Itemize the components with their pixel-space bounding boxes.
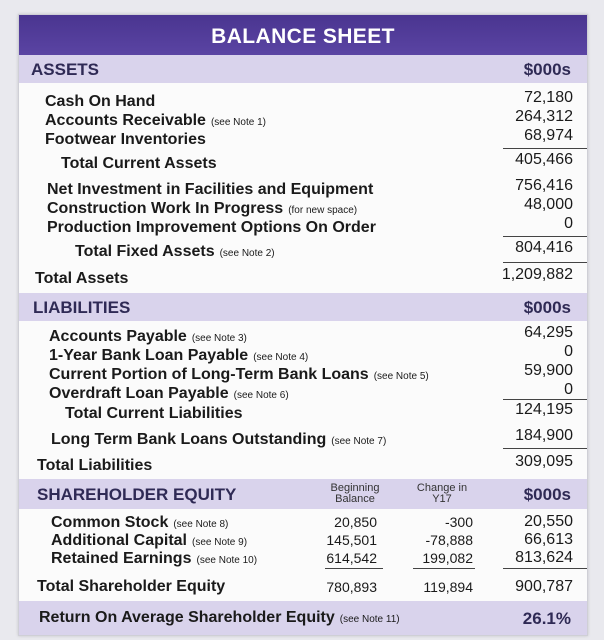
assets-header: [19, 55, 587, 83]
liability-row-label: Accounts Payable (see Note 3): [49, 328, 247, 345]
asset-row-value: 72,180: [524, 89, 573, 106]
asset-row-value: 68,974: [524, 127, 573, 144]
total-equity-beginning: 780,893: [326, 579, 377, 595]
asset-row-value: 756,416: [515, 177, 573, 194]
equity-heading: SHAREHOLDER EQUITY: [37, 485, 237, 504]
equity-row-value: 66,613: [524, 531, 573, 548]
balance-sheet: [18, 14, 588, 636]
total-assets-value: 1,209,882: [501, 266, 573, 283]
liabilities-header: [19, 293, 587, 321]
total-current-liabilities-label: Total Current Liabilities: [65, 405, 243, 422]
total-equity-value: 900,787: [515, 578, 573, 595]
subtotal-rule: [503, 399, 587, 400]
liability-row-value: 59,900: [524, 362, 573, 379]
title-bar: [19, 15, 587, 55]
equity-row-beginning: 145,501: [326, 532, 377, 548]
roe-value: 26.1%: [522, 609, 571, 628]
total-current-liabilities-value: 124,195: [515, 401, 573, 418]
beginning-balance-header: Beginning Balance: [330, 482, 380, 505]
equity-row-value: 20,550: [524, 513, 573, 530]
subtotal-rule: [503, 148, 587, 149]
equity-row-change: -300: [444, 514, 473, 530]
total-current-assets-label: Total Current Assets: [61, 155, 217, 172]
page-title: BALANCE SHEET: [211, 25, 395, 48]
subtotal-rule: [503, 262, 587, 263]
asset-row-label: Construction Work In Progress (for new space): [47, 200, 358, 217]
total-assets-label: Total Assets: [35, 270, 129, 287]
roe-footer: [19, 601, 587, 635]
liability-row-value: 0: [564, 343, 573, 360]
assets-heading: ASSETS: [31, 60, 100, 79]
subtotal-rule: [503, 448, 587, 449]
total-equity-change: 119,894: [423, 579, 473, 595]
liability-row-label: 1-Year Bank Loan Payable (see Note 4): [49, 347, 309, 364]
asset-row-value: 264,312: [515, 108, 573, 125]
asset-row-label: Accounts Receivable (see Note 1): [45, 112, 266, 129]
roe-label: Return On Average Shareholder Equity (see Note 11): [39, 609, 400, 626]
subtotal-rule: [503, 236, 587, 237]
long-term-loans-value: 184,900: [515, 427, 573, 444]
liability-row-label: Current Portion of Long-Term Bank Loans (see Note 5): [49, 366, 429, 383]
equity-row-value: 813,624: [515, 549, 573, 566]
equity-row-label: Retained Earnings (see Note 10): [51, 550, 258, 567]
subtotal-rule: [503, 568, 587, 569]
equity-row-change: -78,888: [425, 532, 473, 548]
liabilities-unit: $000s: [523, 298, 571, 317]
equity-row-beginning: 20,850: [334, 514, 377, 530]
equity-header: [19, 479, 587, 509]
total-fixed-assets-value: 804,416: [515, 239, 573, 256]
assets-unit: $000s: [523, 60, 571, 79]
total-fixed-assets-label: Total Fixed Assets (see Note 2): [75, 243, 275, 260]
asset-row-value: 48,000: [524, 196, 573, 213]
change-header: Change in Y17: [416, 482, 468, 505]
asset-row-label: Footwear Inventories: [45, 131, 206, 148]
asset-row-value: 0: [564, 215, 573, 232]
long-term-loans-label: Long Term Bank Loans Outstanding (see Note 7): [51, 431, 387, 448]
liability-row-value: 0: [564, 381, 573, 398]
equity-row-label: Additional Capital (see Note 9): [51, 532, 248, 549]
subtotal-rule: [325, 568, 383, 569]
equity-unit: $000s: [523, 485, 571, 504]
liability-row-value: 64,295: [524, 324, 573, 341]
total-liabilities-label: Total Liabilities: [37, 457, 153, 474]
total-equity-label: Total Shareholder Equity: [37, 578, 226, 595]
equity-row-label: Common Stock (see Note 8): [51, 514, 229, 531]
equity-row-change: 199,082: [422, 550, 473, 566]
subtotal-rule: [413, 568, 475, 569]
asset-row-label: Production Improvement Options On Order: [47, 219, 376, 236]
equity-row-beginning: 614,542: [326, 550, 377, 566]
total-current-assets-value: 405,466: [515, 151, 573, 168]
total-liabilities-value: 309,095: [515, 453, 573, 470]
asset-row-label: Cash On Hand: [45, 93, 156, 110]
liability-row-label: Overdraft Loan Payable (see Note 6): [49, 385, 289, 402]
asset-row-label: Net Investment in Facilities and Equipment: [47, 181, 374, 198]
liabilities-heading: LIABILITIES: [33, 298, 131, 317]
